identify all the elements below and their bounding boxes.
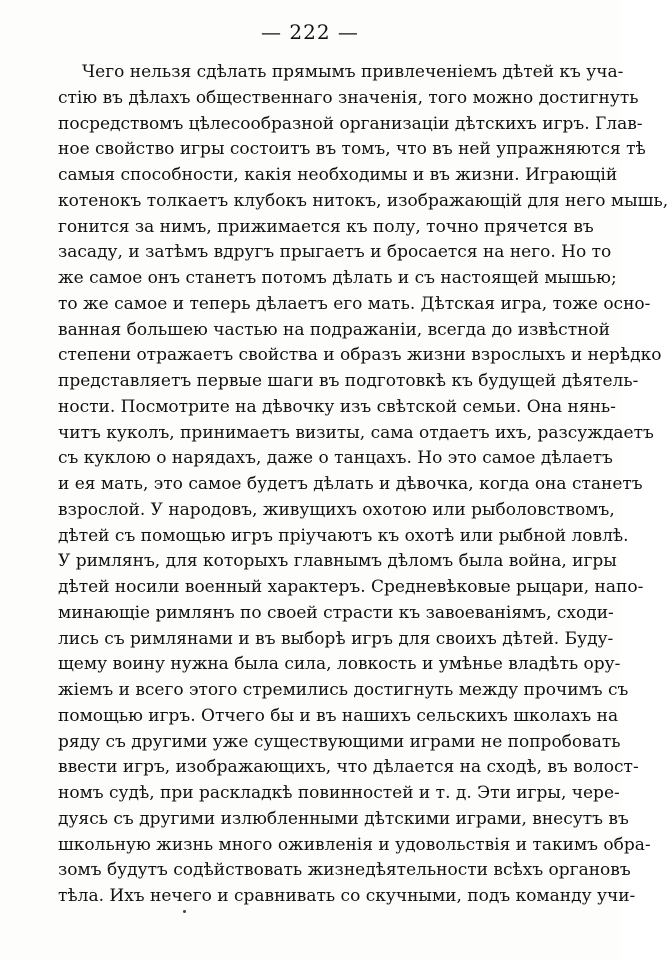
text-line: читъ куколъ, принимаетъ визиты, сама отдаетъ ихъ, разсуждаетъ (58, 422, 654, 443)
body-text (58, 60, 668, 910)
text-line: ное свойство игры состоитъ въ томъ, что въ ней упражняются тѣ (58, 139, 646, 160)
text-line: дѣтей съ помощью игръ пріучаютъ къ охотѣ или рыбной ловлѣ. (58, 525, 629, 546)
text-line: зомъ будутъ содѣйствовать жизнедѣятельности всѣхъ органовъ (58, 860, 631, 881)
text-line: школьную жизнь много оживленія и удовольствія и такимъ обра- (58, 834, 651, 855)
text-line: ряду съ другими уже существующими играми не попробовать (58, 731, 621, 752)
text-line: ванная большею частью на подражаніи, всегда до извѣстной (58, 319, 611, 340)
text-line: дѣтей носили военный характеръ. Средневѣковые рыцари, напо- (58, 577, 644, 597)
text-line: степени отражаетъ свойства и образъ жизни взрослыхъ и нерѣдко (58, 345, 662, 366)
text-line: и ея мать, это самое будетъ дѣлать и дѣвочка, когда она станетъ (58, 474, 643, 494)
text-line: щему воину нужна была сила, ловкость и умѣнье владѣть ору- (58, 654, 621, 675)
text-line: же самое онъ станетъ потомъ дѣлать и съ настоящей мышью; (58, 268, 617, 288)
text-line: ности. Посмотрите на дѣвочку изъ свѣтской семьи. Она нянь- (58, 396, 616, 417)
text-line: гонится за нимъ, прижимается къ полу, точно прячется въ (58, 216, 594, 237)
text-line: помощью игръ. Отчего бы и въ нашихъ сельскихъ школахъ на (58, 705, 619, 726)
paper-speck (183, 910, 186, 913)
text-line: посредствомъ цѣлесообразной организаціи дѣтскихъ игръ. Глав- (58, 113, 643, 134)
text-line: лись съ римлянами и въ выборѣ игръ для своихъ дѣтей. Буду- (58, 628, 614, 649)
text-line: засаду, и затѣмъ вдругъ прыгаетъ и бросается на него. Но то (58, 242, 612, 263)
text-line: то же самое и теперь дѣлаетъ его мать. Дѣтская игра, тоже осно- (58, 293, 651, 314)
page-number: — 222 — (261, 20, 359, 44)
text-line: Чего нельзя сдѣлать прямымъ привлеченіемъ дѣтей къ уча- (82, 62, 624, 82)
text-line: взрослой. У народовъ, живущихъ охотою или рыболовствомъ, (58, 499, 615, 520)
text-line: жіемъ и всего этого стремились достигнуть между прочимъ съ (58, 680, 629, 700)
text-line: У римлянъ, для которыхъ главнымъ дѣломъ была война, игры (58, 551, 617, 572)
text-line: самыя способности, какія необходимы и въ жизни. Играющій (58, 165, 618, 185)
text-line: минающіе римлянъ по своей страсти къ завоеваніямъ, сходи- (58, 602, 614, 623)
text-line: тѣла. Ихъ нечего и сравнивать со скучными, подъ команду учи- (58, 886, 636, 906)
text-line: представляетъ первые шаги въ подготовкѣ къ будущей дѣятель- (58, 371, 639, 391)
text-line: ввести игръ, изображающихъ, что дѣлается на сходѣ, въ волост- (58, 757, 639, 778)
text-line: номъ судѣ, при раскладкѣ повинностей и т. д. Эти игры, чере- (58, 783, 620, 803)
text-line: съ куклою о нарядахъ, даже о танцахъ. Но это самое дѣлаетъ (58, 448, 613, 469)
text-line: дуясь съ другими излюбленными дѣтскими играми, внесутъ въ (58, 808, 629, 829)
text-line: стію въ дѣлахъ общественнаго значенія, того можно достигнуть (58, 87, 639, 108)
text-line: котенокъ толкаетъ клубокъ нитокъ, изображающій для него мышь, (58, 190, 668, 211)
